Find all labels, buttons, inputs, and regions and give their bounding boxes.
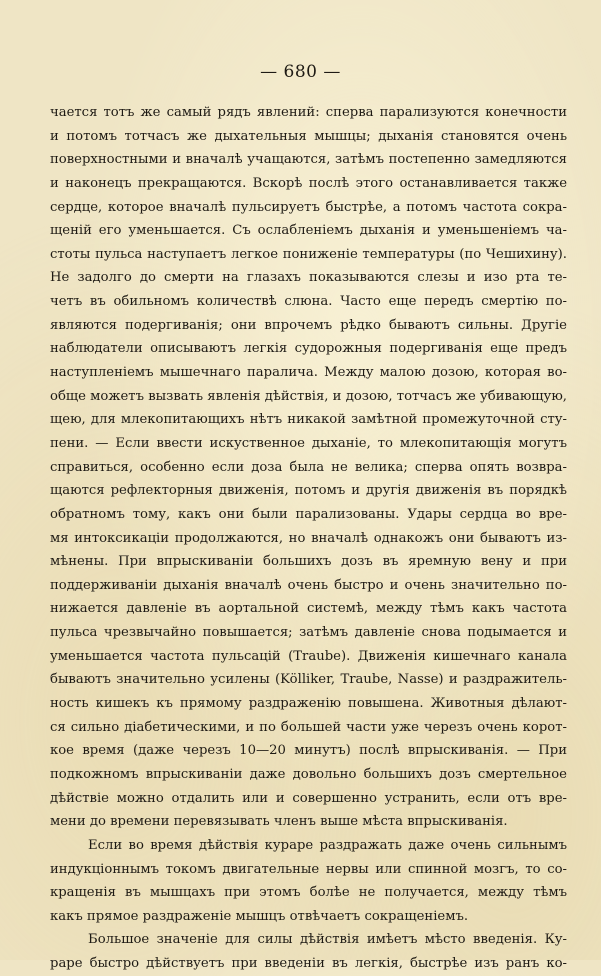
text-line: щеній его уменьшается. Съ ослабленіемъ дыханія и уменьшеніемъ ча-: [50, 223, 567, 239]
text-line: пени. — Если ввести искуственное дыханіе, то млекопитающія могутъ: [50, 435, 567, 451]
text-line: обратномъ тому, какъ они были парализованы. Удары сердца во вре-: [50, 506, 567, 522]
text-line: сердце, которое вначалѣ пульсируетъ быстрѣе, а потомъ частота сокра-: [50, 199, 567, 215]
text-line: мя интоксикаціи продолжаются, но вначалѣ однакожъ они бываютъ из-: [50, 530, 567, 546]
text-line: обще можетъ вызвать явленія дѣйствія, и дозою, тотчасъ же убивающую,: [50, 388, 567, 404]
text-line: и потомъ тотчасъ же дыхательныя мышцы; дыханія становятся очень: [50, 128, 567, 144]
text-line: Если во время дѣйствія кураре раздражать даже очень сильнымъ: [88, 837, 567, 853]
text-line: мѣнены. При впрыскиваніи большихъ дозъ въ яремную вену и при: [50, 554, 567, 570]
text-line: четъ въ обильномъ количествѣ слюна. Часто еще передъ смертію по-: [50, 294, 567, 310]
text-line: щаются рефлекторныя движенія, потомъ и другія движенія въ порядкѣ: [50, 483, 567, 499]
text-line: щею, для млекопитающихъ нѣтъ никакой замѣтной промежуточной сту-: [50, 412, 567, 428]
text-line: мени до времени перевязывать членъ выше мѣста впрыскиванія.: [50, 814, 508, 830]
text-line: уменьшается частота пульсацій (Traube). Движенія кишечнаго канала: [50, 648, 567, 664]
text-line: ся сильно діабетическими, и по большей части уже черезъ очень корот-: [50, 719, 567, 735]
text-line: поверхностными и вначалѣ учащаются, затѣмъ постепенно замедляются: [50, 152, 567, 168]
text-line: раре быстро дѣйствуетъ при введеніи въ легкія, быстрѣе изъ ранъ ко-: [50, 956, 567, 972]
text-line: стоты пульса наступаетъ легкое пониженіе температуры (по Чешихину).: [50, 246, 567, 262]
text-line: поддерживаніи дыханія вначалѣ очень быстро и очень значительно по-: [50, 577, 567, 593]
text-line: наступленіемъ мышечнаго паралича. Между малою дозою, которая во-: [50, 365, 567, 381]
text-line: кращенія въ мышцахъ при этомъ болѣе не получается, между тѣмъ: [50, 885, 567, 901]
text-line: пульса чрезвычайно повышается; затѣмъ давленіе снова подымается и: [50, 625, 567, 641]
page-number: — 680 —: [260, 62, 341, 82]
text-line: бываютъ значительно усилены (Kölliker, Traube, Nasse) и раздражитель-: [50, 672, 567, 688]
text-line: нижается давленіе въ аортальной системѣ, между тѣмъ какъ частота: [50, 601, 567, 617]
text-line: справиться, особенно если доза была не велика; сперва опять возвра-: [50, 459, 567, 475]
text-line: и наконецъ прекращаются. Вскорѣ послѣ этого останавливается также: [50, 175, 567, 191]
text-line: какъ прямое раздраженіе мышцъ отвѣчаетъ сокращеніемъ.: [50, 908, 469, 924]
text-line: кое время (даже черезъ 10—20 минутъ) послѣ впрыскиванія. — При: [50, 743, 567, 759]
text-line: являются подергиванія; они впрочемъ рѣдко бываютъ сильны. Другіе: [50, 317, 567, 333]
text-line: индукціоннымъ токомъ двигательные нервы или спинной мозгъ, то со-: [50, 861, 567, 877]
text-line: Не задолго до смерти на глазахъ показываются слезы и изо рта те-: [50, 270, 567, 286]
text-line: подкожномъ впрыскиваніи даже довольно большихъ дозъ смертельное: [50, 766, 567, 782]
text-line: ность кишекъ къ прямому раздраженію повышена. Животныя дѣлают-: [50, 696, 567, 712]
text-line: чается тотъ же самый рядъ явлений: сперва парализуются конечности: [50, 105, 567, 120]
body-text: [50, 101, 567, 976]
text-line: наблюдатели описываютъ легкія судорожныя подергиванія еще предъ: [50, 341, 567, 357]
text-line: дѣйствіе можно отдалить или и совершенно устранить, если отъ вре-: [50, 790, 567, 806]
text-line: Большое значеніе для силы дѣйствія имѣетъ мѣсто введенія. Ку-: [88, 932, 567, 948]
